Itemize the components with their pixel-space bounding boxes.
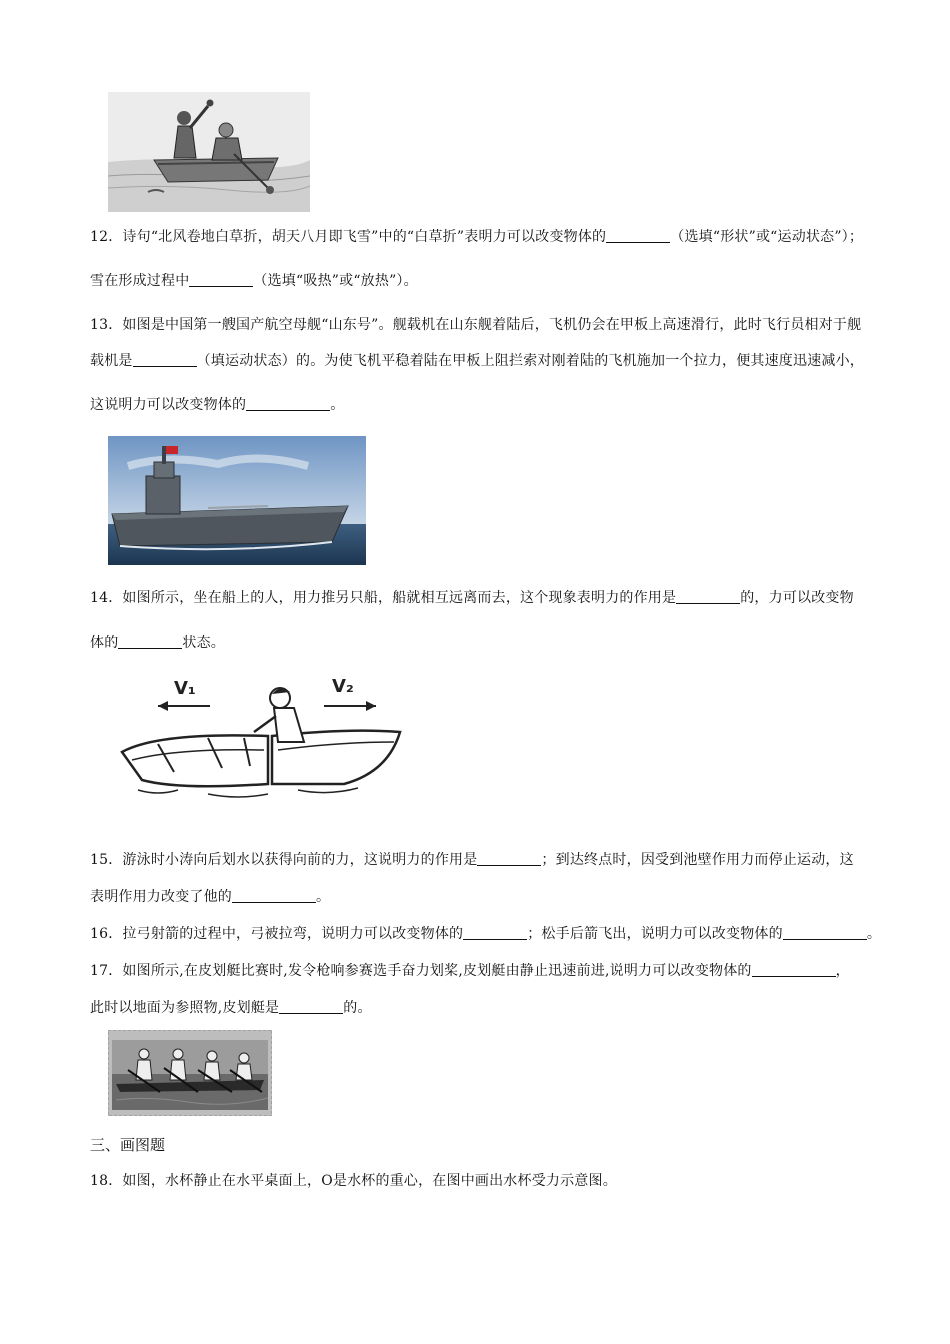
question-14-line-2: 体的 状态。 <box>90 635 226 651</box>
answer-blank[interactable] <box>783 925 867 940</box>
answer-blank[interactable] <box>279 999 343 1014</box>
answer-blank[interactable] <box>477 851 541 866</box>
velocity-label-v2: V₂ <box>332 676 354 697</box>
figure-boat-people <box>108 92 310 212</box>
figure-aircraft-carrier <box>108 436 366 565</box>
arrow-right-icon <box>366 701 376 711</box>
answer-blank[interactable] <box>676 589 740 604</box>
velocity-label-v1: V₁ <box>174 678 196 699</box>
answer-blank[interactable] <box>606 228 670 243</box>
question-15-line-1: 15．游泳时小涛向后划水以获得向前的力，这说明力的作用是 ；到达终点时，因受到池壁作用力而停止运动，这 <box>90 852 854 868</box>
question-13-line-1: 13．如图是中国第一艘国产航空母舰“山东号”。舰载机在山东舰着陆后，飞机仍会在甲板上高速滑行，此时飞行员相对于舰 <box>90 317 862 333</box>
boat-people-illustration <box>108 92 310 212</box>
aircraft-carrier-photo <box>108 436 366 565</box>
question-14-line-1: 14．如图所示，坐在船上的人，用力推另只船，船就相互远离而去，这个现象表明力的作用是 的，力可以改变物 <box>90 590 854 606</box>
figure-kayak-race <box>108 1030 272 1116</box>
answer-blank[interactable] <box>133 352 197 367</box>
question-18: 18．如图，水杯静止在水平桌面上，O是水杯的重心，在图中画出水杯受力示意图。 <box>90 1173 617 1189</box>
kayak-race-photo <box>108 1030 272 1116</box>
question-12-line-2: 雪在形成过程中 （选填“吸热”或“放热”）。 <box>90 273 418 289</box>
question-16: 16．拉弓射箭的过程中，弓被拉弯，说明力可以改变物体的 ；松手后箭飞出，说明力可以改变物体的 。 <box>90 926 882 942</box>
answer-blank[interactable] <box>752 962 836 977</box>
answer-blank[interactable] <box>118 634 182 649</box>
question-13-line-2: 载机是 （填运动状态）的。为使飞机平稳着陆在甲板上阻拦索对刚着陆的飞机施加一个拉力，便其速度迅速减小， <box>90 353 865 369</box>
answer-blank[interactable] <box>463 925 527 940</box>
question-15-line-2: 表明作用力改变了他的 。 <box>90 889 331 905</box>
answer-blank[interactable] <box>246 396 330 411</box>
figure-two-boats <box>118 672 408 810</box>
question-17-line-1: 17．如图所示,在皮划艇比赛时,发令枪响参赛选手奋力划桨,皮划艇由静止迅速前进,说明力可以改变物体的 ， <box>90 963 850 979</box>
question-17-line-2: 此时以地面为参照物,皮划艇是 的。 <box>90 1000 372 1016</box>
section-3-title: 三、画图题 <box>90 1136 166 1154</box>
question-12-line-1: 12．诗句“北风卷地白草折，胡天八月即飞雪”中的“白草折”表明力可以改变物体的 （选填“形状”或“运动状态”）； <box>90 229 864 245</box>
arrow-left-icon <box>158 701 168 711</box>
question-13-line-3: 这说明力可以改变物体的 。 <box>90 397 345 413</box>
answer-blank[interactable] <box>232 888 316 903</box>
two-boats-drawing <box>118 672 408 810</box>
answer-blank[interactable] <box>189 272 253 287</box>
